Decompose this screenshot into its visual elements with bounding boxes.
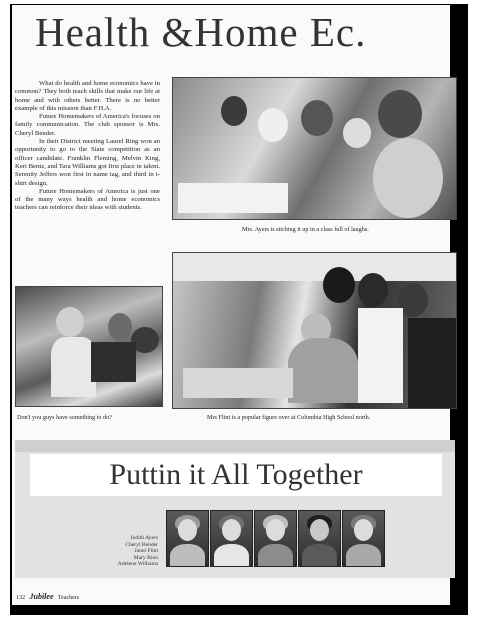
body-paragraph: In their District meeting Laurel Ring won an opportunity to go to the State competition as an officer candidate. Franklin Fleming, Melvin King, Keri Bentz, and Tara Williams got first place in talent. Serenity Jeffers won first in name tag, and third in t-shirt design. — [15, 138, 160, 187]
page-title: Health &Home Ec. — [35, 9, 367, 55]
page-number: 132 — [16, 595, 25, 601]
teacher-portrait — [342, 510, 385, 567]
teacher-name: Janet Flint — [134, 548, 158, 555]
teacher-portrait — [166, 510, 209, 567]
photo-mrs-flint — [172, 252, 457, 409]
section-label: Teachers — [57, 595, 80, 601]
page-footer — [16, 592, 79, 601]
yearbook-logo: Jubilee — [29, 592, 54, 601]
teacher-name: Judith Ayers — [130, 535, 158, 541]
caption-top-photo: Mrs. Ayers is stiching it up in a class full of laughs. — [242, 226, 369, 233]
photo-students — [15, 286, 163, 407]
teacher-portrait — [210, 510, 253, 567]
teacher-name: Mary Rinn — [133, 554, 158, 561]
teacher-portrait — [254, 510, 297, 567]
photo-sewing-class — [172, 77, 457, 220]
band-stripe — [15, 440, 455, 452]
body-paragraph: What do health and home economics have in common? They both teach skills that make our life at home and with others better. There is no better example of this mission than F.H.A. — [15, 80, 160, 112]
teacher-name: Cheryl Bender — [125, 541, 158, 548]
teacher-name: Adelene Williams — [117, 561, 158, 568]
section-subtitle: Puttin it All Together — [30, 454, 442, 496]
teacher-names — [96, 535, 158, 568]
caption-left-photo: Don't you guys have something to do? — [17, 414, 112, 421]
caption-right-photo: Mrs Flint is a popular figure over at Columbia High School north. — [207, 414, 371, 421]
teacher-portrait — [298, 510, 341, 567]
article-body — [15, 80, 160, 213]
body-paragraph: Future Homemakers of America is just one of the many ways health and home economics teachers can reinforce their ideas with students. — [15, 187, 160, 212]
body-paragraph: Future Homemakers of America's focuses on family communication. The club sponsor is Mrs. Cheryl Bender. — [15, 113, 160, 137]
